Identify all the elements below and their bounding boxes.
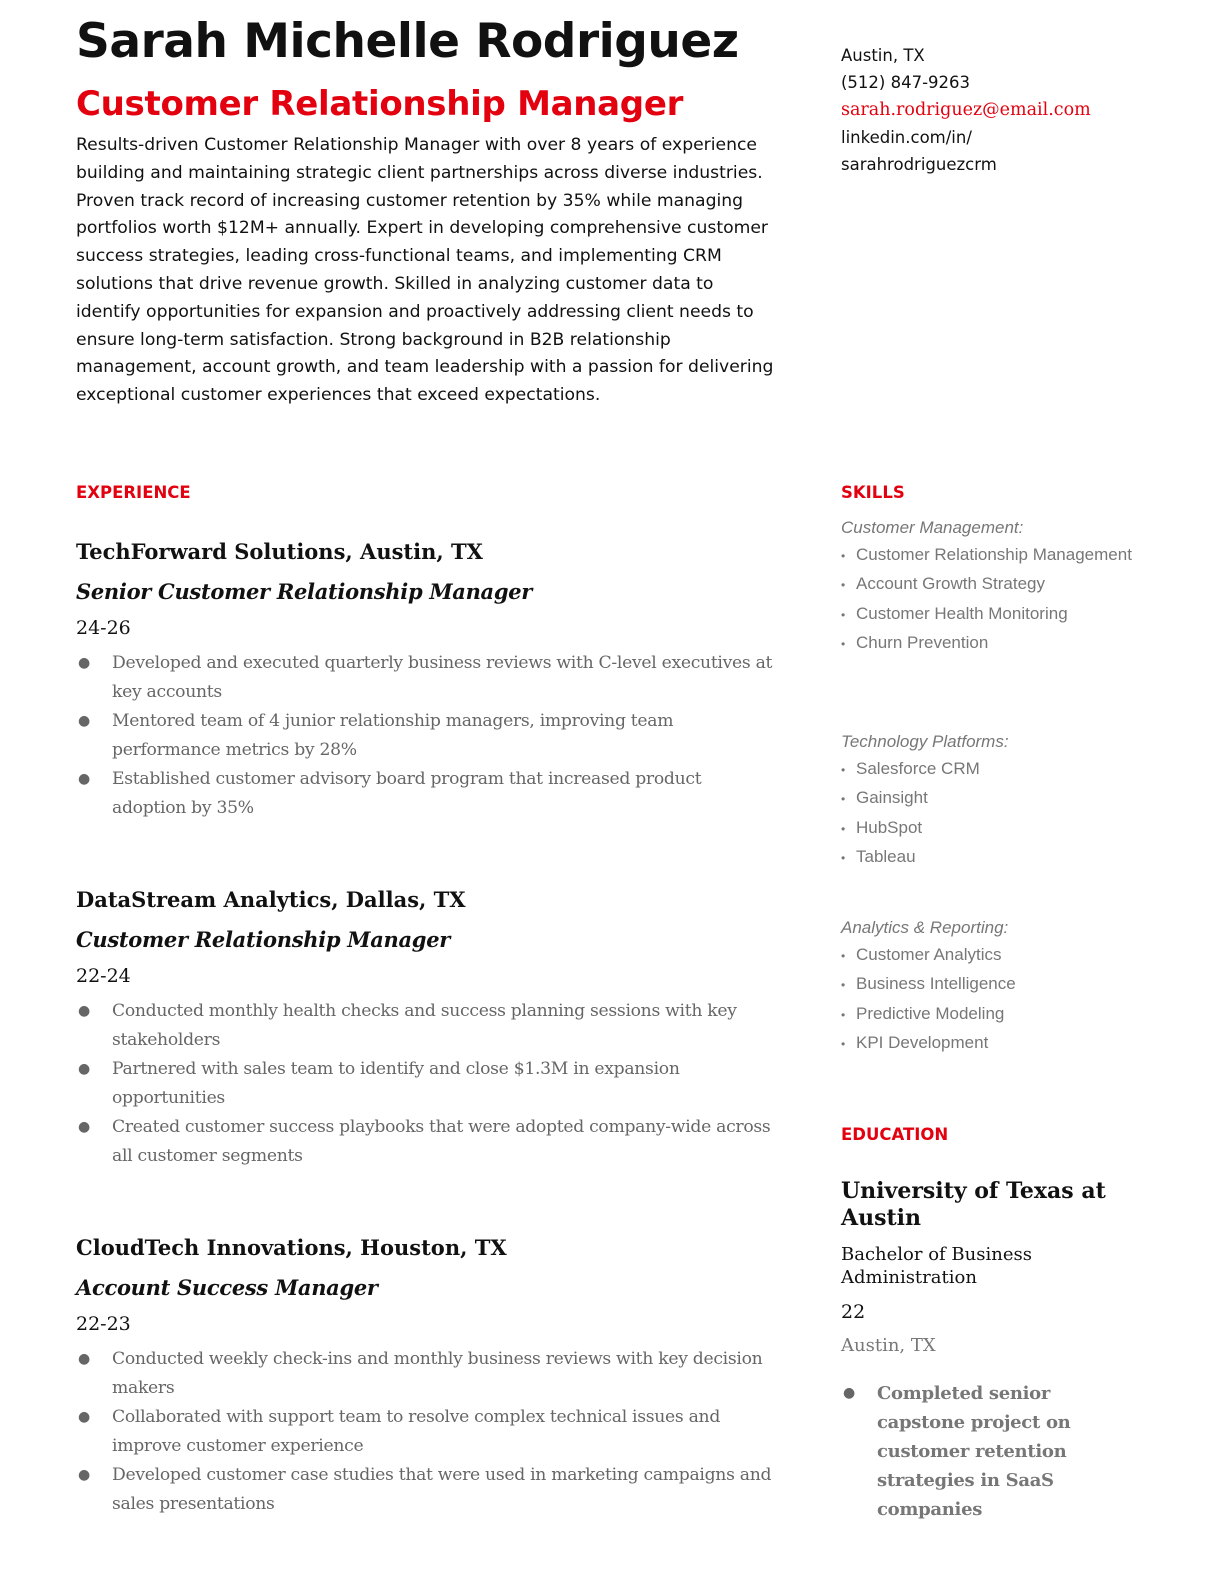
skill-item: • KPI Development (841, 1029, 1141, 1058)
skill-item: • Customer Analytics (841, 941, 1141, 970)
bullet-icon: ● (78, 1351, 90, 1367)
skill-item: • Customer Relationship Management (841, 541, 1141, 570)
job-bullet: ● Conducted monthly health checks and success planning sessions with key stakeholders (76, 997, 776, 1055)
bullet-icon: • (841, 549, 846, 564)
job-bullet: ● Created customer success playbooks that were adopted company-wide across all customer segments (76, 1113, 776, 1171)
education-bullet: ● Completed senior capstone project on customer retention strategies in SaaS companies (841, 1379, 1141, 1524)
bullet-icon: • (841, 578, 846, 593)
education-year: 22 (841, 1301, 866, 1323)
bullet-icon: ● (78, 1409, 90, 1425)
bullet-icon: • (841, 1007, 846, 1022)
education-degree: Bachelor of Business Administration (841, 1244, 1032, 1288)
job-bullet: ● Conducted weekly check-ins and monthly business reviews with key decision makers (76, 1345, 776, 1403)
skill-item: • Salesforce CRM (841, 755, 1141, 784)
contact-linkedin[interactable]: linkedin.com/in/ sarahrodriguezcrm (841, 127, 997, 175)
job-entry (76, 538, 776, 823)
job-bullet: ● Developed customer case studies that were used in marketing campaigns and sales presentations (76, 1461, 776, 1519)
bullet-icon: ● (78, 1061, 90, 1077)
job-dates: 22-24 (76, 965, 131, 987)
bullet-icon: ● (78, 1003, 90, 1019)
job-dates: 24-26 (76, 617, 131, 639)
contact-location: Austin, TX (841, 46, 925, 65)
bullet-icon: ● (78, 713, 90, 729)
skill-item: • Tableau (841, 843, 1141, 872)
skills-heading: SKILLS (841, 483, 905, 502)
skill-item: • HubSpot (841, 814, 1141, 843)
job-bullet: ● Collaborated with support team to resolve complex technical issues and improve customer experience (76, 1403, 776, 1461)
skill-item: • Business Intelligence (841, 970, 1141, 999)
job-dates: 22-23 (76, 1313, 131, 1335)
skill-category: Analytics & Reporting: (841, 918, 1009, 937)
job-entry (76, 886, 776, 1171)
bullet-icon: • (841, 636, 846, 651)
bullet-icon: • (841, 978, 846, 993)
job-bullets (76, 997, 776, 1171)
bullet-icon: • (841, 792, 846, 807)
education-bullets (841, 1379, 1141, 1524)
contact-phone[interactable]: (512) 847-9263 (841, 73, 971, 93)
candidate-title: Customer Relationship Manager (76, 84, 684, 124)
job-bullets (76, 649, 776, 823)
skill-category: Technology Platforms: (841, 732, 1009, 751)
job-role: Senior Customer Relationship Manager (76, 579, 533, 604)
contact-email[interactable]: sarah.rodriguez@email.com (841, 99, 1091, 120)
education-school: University of Texas at Austin (841, 1178, 1106, 1231)
skill-item: • Gainsight (841, 784, 1141, 813)
bullet-icon: ● (843, 1385, 855, 1401)
job-bullet: ● Partnered with sales team to identify and close $1.3M in expansion opportunities (76, 1055, 776, 1113)
bullet-icon: ● (78, 1119, 90, 1135)
candidate-name: Sarah Michelle Rodriguez (76, 14, 739, 69)
skill-group (841, 914, 1141, 1058)
skill-item: • Churn Prevention (841, 629, 1141, 658)
skill-item: • Customer Health Monitoring (841, 600, 1141, 629)
bullet-icon: • (841, 821, 846, 836)
bullet-icon: • (841, 763, 846, 778)
job-role: Account Success Manager (76, 1275, 378, 1300)
professional-summary: Results-driven Customer Relationship Manager with over 8 years of experience building and maintaining strategic client partnerships across diverse industries. Proven track record of increasing customer retention by 35% while managing portfolios worth $12M+ annually. Expert in developing comprehensive customer success strategies, leading cross-functional teams, and implementing CRM solutions that drive revenue growth. Skilled in analyzing customer data to identify opportunities for expansion and proactively addressing client needs to ensure long-term satisfaction. Strong background in B2B relationship management, account growth, and team leadership with a passion for delivering exceptional customer experiences that exceed expectations. (76, 135, 774, 406)
bullet-icon: • (841, 1036, 846, 1051)
job-bullet: ● Established customer advisory board program that increased product adoption by 35% (76, 765, 776, 823)
education-entry (841, 1178, 1141, 1524)
skill-group (841, 514, 1141, 658)
job-bullets (76, 1345, 776, 1519)
skill-category: Customer Management: (841, 518, 1024, 537)
bullet-icon: ● (78, 655, 90, 671)
job-entry (76, 1234, 776, 1519)
job-bullet: ● Mentored team of 4 junior relationship managers, improving team performance metrics by 28% (76, 707, 776, 765)
experience-heading: EXPERIENCE (76, 483, 191, 502)
job-company: DataStream Analytics, Dallas, TX (76, 887, 466, 912)
bullet-icon: • (841, 949, 846, 964)
skill-item: • Account Growth Strategy (841, 570, 1141, 599)
bullet-icon: • (841, 850, 846, 865)
skill-group (841, 728, 1141, 872)
education-heading: EDUCATION (841, 1125, 949, 1144)
bullet-icon: ● (78, 1467, 90, 1483)
bullet-icon: • (841, 607, 846, 622)
bullet-icon: ● (78, 771, 90, 787)
job-role: Customer Relationship Manager (76, 927, 451, 952)
contact-info (841, 42, 1091, 178)
skill-item: • Predictive Modeling (841, 1000, 1141, 1029)
job-bullet: ● Developed and executed quarterly business reviews with C-level executives at key accounts (76, 649, 776, 707)
job-company: CloudTech Innovations, Houston, TX (76, 1235, 507, 1260)
job-company: TechForward Solutions, Austin, TX (76, 539, 483, 564)
education-location: Austin, TX (841, 1335, 936, 1356)
